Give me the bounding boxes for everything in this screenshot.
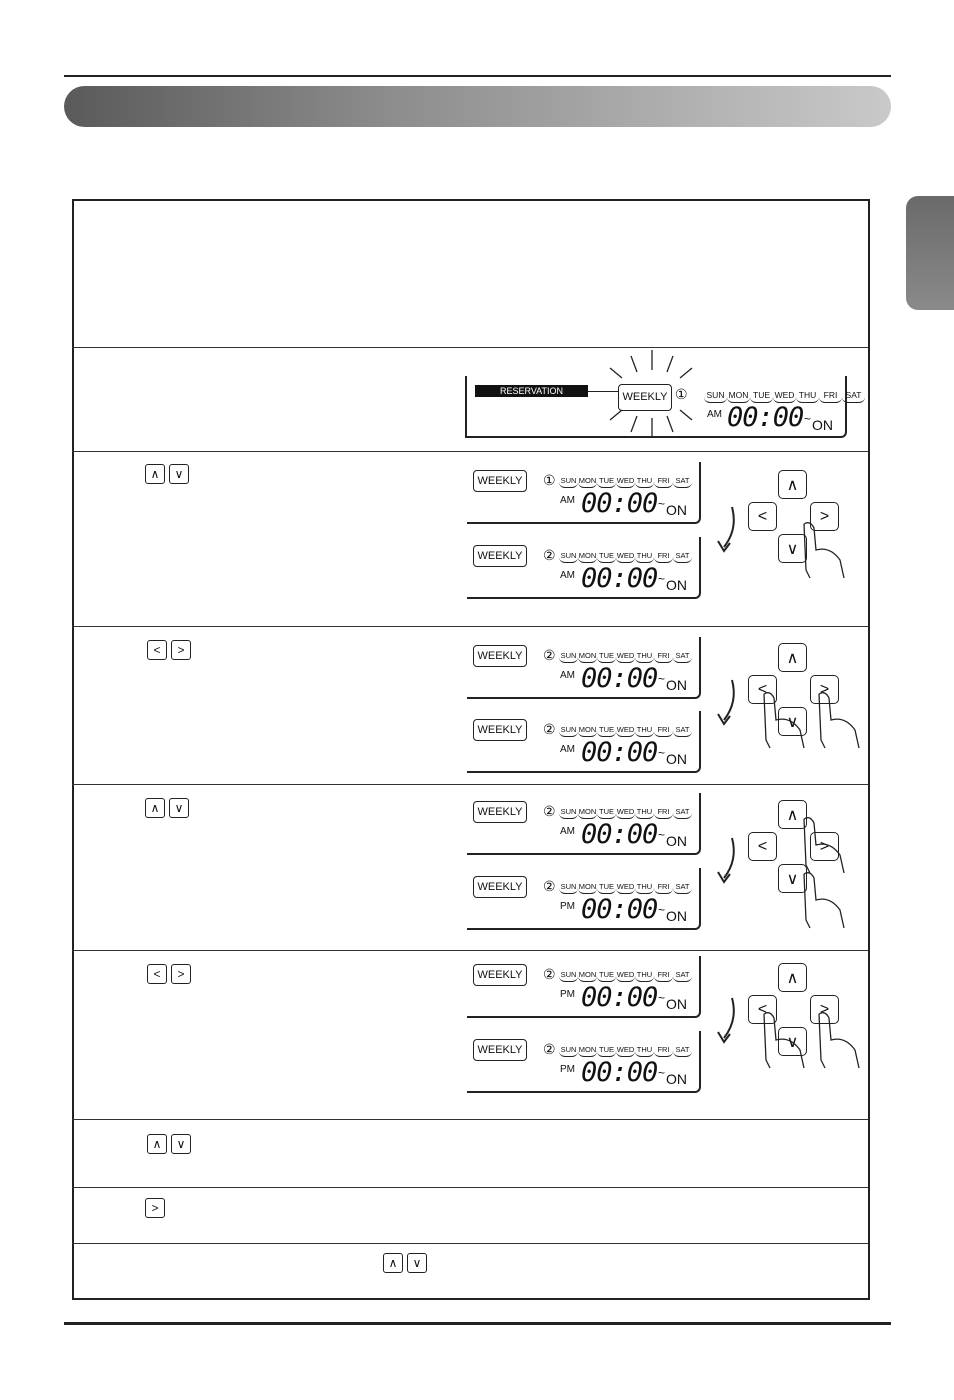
day-fri: FRI <box>654 476 673 488</box>
am-indicator: AM <box>560 826 575 837</box>
day-tue: TUE <box>597 651 616 663</box>
on-indicator: ON <box>666 677 687 693</box>
day-sun: SUN <box>559 970 578 982</box>
on-indicator: ON <box>666 833 687 849</box>
day-wed: WED <box>616 970 635 982</box>
row-separator <box>72 1243 868 1244</box>
blink-rays-icon <box>598 348 694 440</box>
right-key-icon: > <box>171 964 191 984</box>
lcd-panel <box>467 711 701 773</box>
day-row <box>559 724 692 737</box>
program-number: ② <box>543 1041 556 1057</box>
day-sat: SAT <box>673 807 692 819</box>
day-wed: WED <box>616 807 635 819</box>
program-number: ② <box>543 803 556 819</box>
tilde: ~ <box>658 991 666 1005</box>
pm-indicator: PM <box>560 1064 575 1075</box>
left-right-key-icon <box>147 640 191 660</box>
time-display: 00:00 <box>581 1057 658 1088</box>
day-row <box>559 550 692 563</box>
lcd-panel <box>467 956 701 1018</box>
day-wed: WED <box>616 551 635 563</box>
day-sat: SAT <box>673 551 692 563</box>
am-indicator: AM <box>560 744 575 755</box>
down-key-icon: ∨ <box>407 1253 427 1273</box>
day-thu: THU <box>635 476 654 488</box>
am-indicator: AM <box>560 670 575 681</box>
remote-down-button[interactable]: ∨ <box>778 707 807 736</box>
left-key-icon: < <box>147 640 167 660</box>
row-separator <box>72 950 868 951</box>
program-number: ② <box>543 966 556 982</box>
curved-arrow-icon <box>712 505 742 553</box>
program-number: ② <box>543 878 556 894</box>
down-key-icon: ∨ <box>171 1134 191 1154</box>
weekly-indicator: WEEKLY <box>473 1039 527 1061</box>
day-sun: SUN <box>559 1045 578 1057</box>
remote-left-button[interactable]: < <box>748 995 777 1024</box>
remote-right-button[interactable]: > <box>810 675 839 704</box>
up-down-key-icon <box>145 798 189 818</box>
on-indicator: ON <box>666 908 687 924</box>
day-row <box>559 881 692 894</box>
remote-down-button[interactable]: ∨ <box>778 534 807 563</box>
remote-down-button[interactable]: ∨ <box>778 1027 807 1056</box>
pointing-hand-icon <box>760 1010 810 1070</box>
day-row <box>559 969 692 982</box>
row-separator <box>72 784 868 785</box>
lcd-panel <box>467 868 701 930</box>
weekly-indicator: WEEKLY <box>473 876 527 898</box>
pointing-hand-icon <box>815 1010 865 1070</box>
tilde: ~ <box>658 572 666 586</box>
day-tue: TUE <box>597 1045 616 1057</box>
day-sat: SAT <box>673 970 692 982</box>
remote-left-button[interactable]: < <box>748 832 777 861</box>
day-thu: THU <box>635 882 654 894</box>
on-indicator: ON <box>812 417 833 433</box>
am-indicator: AM <box>560 495 575 506</box>
remote-right-button[interactable]: > <box>810 502 839 531</box>
day-sat: SAT <box>673 882 692 894</box>
day-tue: TUE <box>597 551 616 563</box>
pointing-hand-icon <box>800 815 850 875</box>
left-right-key-icon <box>147 964 191 984</box>
row-separator <box>72 1119 868 1120</box>
remote-up-button[interactable]: ∧ <box>778 643 807 672</box>
row-separator <box>72 451 868 452</box>
reservation-label: RESERVATION <box>475 385 588 397</box>
up-key-icon: ∧ <box>147 1134 167 1154</box>
section-banner <box>64 86 891 127</box>
day-row <box>559 806 692 819</box>
on-indicator: ON <box>666 751 687 767</box>
curved-arrow-icon <box>712 996 742 1044</box>
day-mon: MON <box>578 725 597 737</box>
day-tue: TUE <box>597 807 616 819</box>
up-key-icon: ∧ <box>383 1253 403 1273</box>
remote-right-button[interactable]: > <box>810 995 839 1024</box>
on-indicator: ON <box>666 502 687 518</box>
day-tue: TUE <box>750 390 773 403</box>
time-display: 00:00 <box>581 819 658 850</box>
remote-left-button[interactable]: < <box>748 502 777 531</box>
time-display: 00:00 <box>581 894 658 925</box>
program-number: ① <box>675 386 688 402</box>
day-row <box>559 475 692 488</box>
day-fri: FRI <box>654 551 673 563</box>
day-wed: WED <box>616 725 635 737</box>
day-fri: FRI <box>654 970 673 982</box>
side-tab <box>906 196 954 310</box>
on-indicator: ON <box>666 996 687 1012</box>
weekly-indicator: WEEKLY <box>473 719 527 741</box>
day-sat: SAT <box>673 1045 692 1057</box>
day-wed: WED <box>616 651 635 663</box>
down-key-icon: ∨ <box>169 798 189 818</box>
pointing-hand-icon <box>800 870 850 930</box>
program-number: ① <box>543 472 556 488</box>
day-sun: SUN <box>559 476 578 488</box>
day-fri: FRI <box>654 807 673 819</box>
remote-left-button[interactable]: < <box>748 675 777 704</box>
weekly-indicator: WEEKLY <box>618 384 672 411</box>
weekly-indicator: WEEKLY <box>473 801 527 823</box>
day-mon: MON <box>578 1045 597 1057</box>
tilde: ~ <box>658 903 666 917</box>
day-wed: WED <box>773 390 796 403</box>
curved-arrow-icon <box>712 678 742 726</box>
day-sun: SUN <box>559 651 578 663</box>
time-display: 00:00 <box>581 488 658 519</box>
day-wed: WED <box>616 882 635 894</box>
lcd-panel <box>467 793 701 855</box>
day-mon: MON <box>727 390 750 403</box>
am-indicator: AM <box>707 409 722 420</box>
day-thu: THU <box>635 1045 654 1057</box>
day-sat: SAT <box>673 725 692 737</box>
tilde: ~ <box>658 1066 666 1080</box>
time-display: 00:00 <box>581 982 658 1013</box>
row-separator <box>72 1187 868 1188</box>
day-mon: MON <box>578 551 597 563</box>
up-key-icon: ∧ <box>145 798 165 818</box>
day-sun: SUN <box>559 882 578 894</box>
day-wed: WED <box>616 1045 635 1057</box>
up-key-icon: ∧ <box>145 464 165 484</box>
pointing-hand-icon <box>800 520 850 580</box>
day-fri: FRI <box>654 1045 673 1057</box>
day-sun: SUN <box>559 807 578 819</box>
right-key-icon <box>145 1198 165 1218</box>
top-rule <box>64 75 891 77</box>
tilde: ~ <box>658 828 666 842</box>
right-key-glyph: > <box>145 1198 165 1218</box>
pm-indicator: PM <box>560 989 575 1000</box>
time-display: 00:00 <box>581 563 658 594</box>
day-thu: THU <box>635 807 654 819</box>
day-sun: SUN <box>559 551 578 563</box>
on-indicator: ON <box>666 577 687 593</box>
lcd-panel <box>467 462 701 524</box>
day-thu: THU <box>635 725 654 737</box>
am-indicator: AM <box>560 570 575 581</box>
remote-up-button[interactable]: ∧ <box>778 470 807 499</box>
day-sat: SAT <box>842 390 865 403</box>
day-sat: SAT <box>673 476 692 488</box>
day-fri: FRI <box>819 390 842 403</box>
left-key-icon: < <box>147 964 167 984</box>
time-display: 00:00 <box>581 737 658 768</box>
up-down-key-icon <box>147 1134 191 1154</box>
day-thu: THU <box>796 390 819 403</box>
day-mon: MON <box>578 970 597 982</box>
program-number: ② <box>543 547 556 563</box>
pm-indicator: PM <box>560 901 575 912</box>
on-indicator: ON <box>666 1071 687 1087</box>
up-down-key-icon <box>383 1253 427 1273</box>
remote-right-button[interactable]: > <box>810 832 839 861</box>
day-mon: MON <box>578 476 597 488</box>
day-thu: THU <box>635 551 654 563</box>
remote-down-button[interactable]: ∨ <box>778 864 807 893</box>
row-separator <box>72 347 868 348</box>
day-thu: THU <box>635 970 654 982</box>
tilde: ~ <box>658 746 666 760</box>
lcd-panel <box>467 537 701 599</box>
pointing-hand-icon <box>815 690 865 750</box>
day-fri: FRI <box>654 882 673 894</box>
day-tue: TUE <box>597 476 616 488</box>
remote-up-button[interactable]: ∧ <box>778 963 807 992</box>
weekly-indicator: WEEKLY <box>473 964 527 986</box>
curved-arrow-icon <box>712 836 742 884</box>
weekly-indicator: WEEKLY <box>473 545 527 567</box>
day-tue: TUE <box>597 882 616 894</box>
day-wed: WED <box>616 476 635 488</box>
tilde: ~ <box>658 497 666 511</box>
right-key-icon: > <box>171 640 191 660</box>
tilde: ~ <box>658 672 666 686</box>
program-number: ② <box>543 647 556 663</box>
day-sun: SUN <box>559 725 578 737</box>
day-thu: THU <box>635 651 654 663</box>
day-tue: TUE <box>597 970 616 982</box>
lcd-panel <box>467 1031 701 1093</box>
bottom-rule <box>64 1322 891 1325</box>
weekly-indicator: WEEKLY <box>473 645 527 667</box>
row-separator <box>72 626 868 627</box>
remote-up-button[interactable]: ∧ <box>778 800 807 829</box>
day-sun: SUN <box>704 390 727 403</box>
lcd-panel <box>467 637 701 699</box>
day-mon: MON <box>578 882 597 894</box>
up-down-key-icon <box>145 464 189 484</box>
day-fri: FRI <box>654 651 673 663</box>
day-sat: SAT <box>673 651 692 663</box>
day-row <box>559 650 692 663</box>
down-key-icon: ∨ <box>169 464 189 484</box>
day-mon: MON <box>578 651 597 663</box>
time-display: 00:00 <box>581 663 658 694</box>
time-display: 00:00 <box>727 402 804 433</box>
program-number: ② <box>543 721 556 737</box>
day-mon: MON <box>578 807 597 819</box>
pointing-hand-icon <box>760 690 810 750</box>
weekly-indicator: WEEKLY <box>473 470 527 492</box>
tilde: ~ <box>804 412 812 426</box>
day-fri: FRI <box>654 725 673 737</box>
day-row <box>559 1044 692 1057</box>
day-tue: TUE <box>597 725 616 737</box>
